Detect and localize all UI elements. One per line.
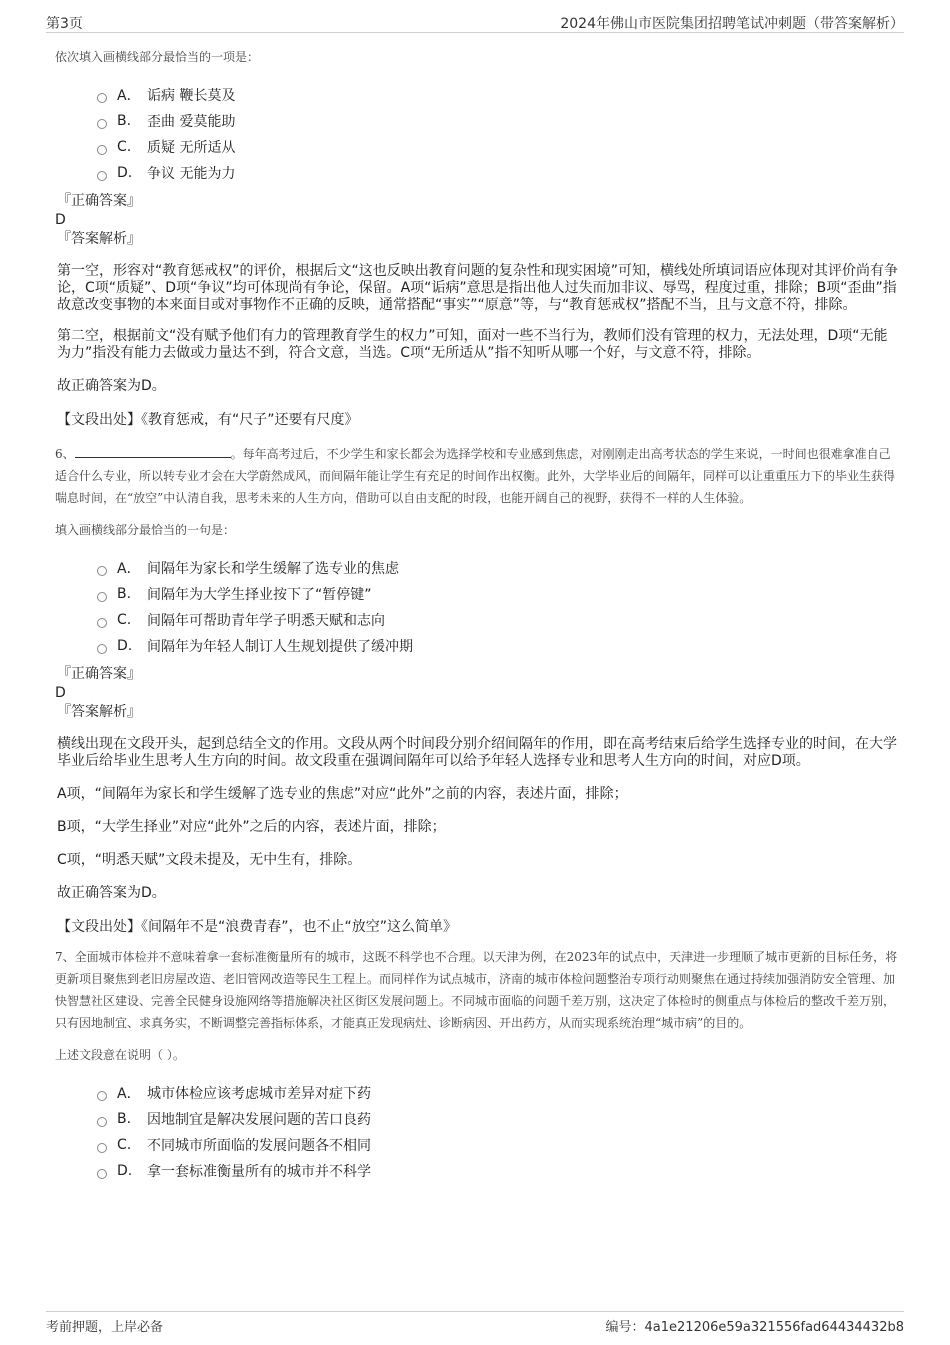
q6-analysis-1: 横线出现在文段开头，起到总结全文的作用。文段从两个时间段分别介绍间隔年的作用，即在高考结束后给学生选择专业的时间，在大学毕业后给毕业生思考人生方向的时间。故文段重在强调间隔年可以给予年轻人选择专业和思考人生方向的时间，对应D项。	[57, 736, 897, 769]
q5-option-d[interactable]: D. 争议 无能为力	[97, 160, 898, 186]
q6-analysis-5: 故正确答案为D。	[57, 885, 166, 901]
q5-options	[97, 82, 898, 186]
q6-analysis-2: A项，“间隔年为家长和学生缓解了选专业的焦虑”对应“此外”之前的内容，表述片面，排除；	[57, 786, 628, 802]
document-code: 编号：4a1e21206e59a321556fad64434432b8	[605, 1320, 904, 1335]
page-content	[55, 46, 898, 1190]
radio-icon[interactable]	[97, 171, 107, 181]
page-header	[46, 10, 904, 33]
q6-text: 6、 。每年高考过后，不少学生和家长都会为选择学校和专业感到焦虑，对刚刚走出高考状态的学生来说，一时间也很难拿准自己适合什么专业，所以转专业才会在大学蔚然成风，而间隔年能让学生有充足的时间作出权衡。此外，大学毕业后的间隔年，同样可以让重重压力下的毕业生获得喘息时间，在“放空”中认清自我，思考未来的人生方向，借助可以自由支配的时段，也能开阔自己的视野，获得不一样的人生体验。	[55, 447, 896, 505]
radio-icon[interactable]	[97, 1117, 107, 1127]
q5-analysis-1: 第一空，形容对“教育惩戒权”的评价，根据后文“这也反映出教育问题的复杂性和现实困境”可知，横线处所填词语应体现对其评价尚有争论，C项“质疑”、D项“争议”均可体现尚有争论，保留。A项“诟病”意思是指出他人过失而加非议、辱骂，程度过重，排除；B项“歪曲”指故意改变事物的本来面目或对事物作不正确的反映，通常搭配“事实”“原意”等，与“教育惩戒权”搭配不当，且与文意不符，排除。	[57, 263, 899, 313]
q7-prompt: 上述文段意在说明（ ）。	[55, 1048, 185, 1062]
q5-prompt: 依次填入画横线部分最恰当的一项是：	[55, 50, 260, 64]
q7-option-d[interactable]: D. 拿一套标准衡量所有的城市并不科学	[97, 1158, 898, 1184]
q5-source: 【文段出处】《教育惩戒，有“尺子”还要有尺度》	[57, 412, 359, 428]
q6-answer: D	[55, 685, 66, 701]
q5-analysis-3: 故正确答案为D。	[57, 378, 166, 394]
radio-icon[interactable]	[97, 145, 107, 155]
q6-options	[97, 555, 898, 659]
page-number: 第3页	[46, 16, 83, 32]
radio-icon[interactable]	[97, 566, 107, 576]
q6-option-b[interactable]: B. 间隔年为大学生择业按下了“暂停键”	[97, 581, 898, 607]
radio-icon[interactable]	[97, 592, 107, 602]
radio-icon[interactable]	[97, 1169, 107, 1179]
footer-slogan: 考前押题，上岸必备	[46, 1320, 164, 1335]
q6-source: 【文段出处】《间隔年不是“浪费青春”，也不止“放空”这么简单》	[57, 919, 458, 935]
answer-blank	[75, 446, 231, 458]
q6-option-a[interactable]: A． 间隔年为家长和学生缓解了选专业的焦虑	[97, 555, 898, 581]
q6-option-c[interactable]: C. 间隔年可帮助青年学子明悉天赋和志向	[97, 607, 898, 633]
radio-icon[interactable]	[97, 644, 107, 654]
q6-analysis-label: 『答案解析』	[57, 704, 141, 720]
q7-option-c[interactable]: C. 不同城市所面临的发展问题各不相同	[97, 1132, 898, 1158]
q5-answer-label: 『正确答案』	[57, 193, 141, 209]
q7-text: 7、全面城市体检并不意味着拿一套标准衡量所有的城市，这既不科学也不合理。以天津为例，在2023年的试点中，天津进一步理顺了城市更新的目标任务，将更新项目聚焦到老旧房屋改造、老旧管网改造等民生工程上。而同样作为试点城市，济南的城市体检问题整治专项行动则聚焦在通过持续加强消防安全管理、加快智慧社区建设、完善全民健身设施网络等措施解决社区街区发展问题上。不同城市面临的问题千差万别，这决定了体检时的侧重点与体检后的整改千差万别，只有因地制宜、求真务实，不断调整完善指标体系，才能真正发现病灶、诊断病因、开出药方，从而实现系统治理“城市病”的目的。	[55, 950, 898, 1030]
q5-analysis-label: 『答案解析』	[57, 231, 141, 247]
q5-option-b[interactable]: B. 歪曲 爱莫能助	[97, 108, 898, 134]
q6-prompt: 填入画横线部分最恰当的一句是：	[55, 523, 236, 537]
radio-icon[interactable]	[97, 119, 107, 129]
page-footer	[46, 1311, 904, 1338]
q5-analysis-2: 第二空，根据前文“没有赋予他们有力的管理教育学生的权力”可知，面对一些不当行为，教师们没有管理的权力，无法处理，D项“无能为力”指没有能力去做或力量达不到，符合文意，当选。C项“无所适从”指不知听从哪一个好，与文意不符，排除。	[57, 328, 888, 361]
q5-option-c[interactable]: C. 质疑 无所适从	[97, 134, 898, 160]
radio-icon[interactable]	[97, 93, 107, 103]
q6-analysis-3: B项，“大学生择业”对应“此外”之后的内容，表述片面，排除；	[57, 819, 446, 835]
radio-icon[interactable]	[97, 1091, 107, 1101]
q7-options	[97, 1080, 898, 1184]
document-title: 2024年佛山市医院集团招聘笔试冲刺题（带答案解析）	[560, 16, 904, 32]
radio-icon[interactable]	[97, 1143, 107, 1153]
q5-option-a[interactable]: A． 诟病 鞭长莫及	[97, 82, 898, 108]
q6-option-d[interactable]: D. 间隔年为年轻人制订人生规划提供了缓冲期	[97, 633, 898, 659]
q6-answer-label: 『正确答案』	[57, 666, 141, 682]
q7-option-a[interactable]: A． 城市体检应该考虑城市差异对症下药	[97, 1080, 898, 1106]
radio-icon[interactable]	[97, 618, 107, 628]
q6-analysis-4: C项，“明悉天赋”文段未提及，无中生有，排除。	[57, 852, 362, 868]
q5-answer: D	[55, 212, 66, 228]
q7-option-b[interactable]: B. 因地制宜是解决发展问题的苦口良药	[97, 1106, 898, 1132]
